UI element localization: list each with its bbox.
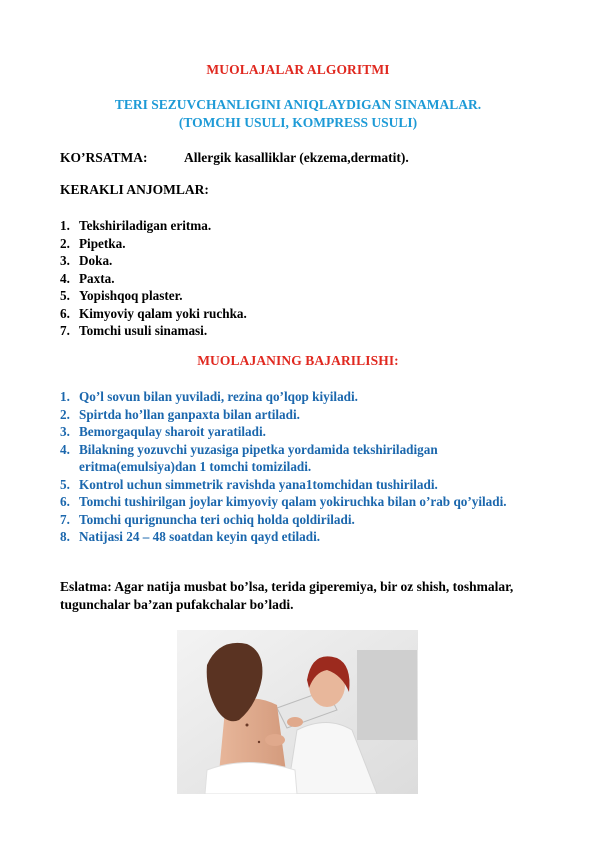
list-item: 3. Doka. [60, 253, 113, 268]
list-item: 2. Pipetka. [60, 235, 126, 251]
list-item: 1. Tekshiriladigan eritma. [60, 218, 212, 233]
list-item: 3. Bemorgaqulay sharoit yaratiladi. [60, 424, 266, 439]
list-item: 1. Qo’l sovun bilan yuviladi, rezina qo’lqop kiyiladi. [60, 389, 358, 404]
equipment-heading: KERAKLI ANJOMLAR: [60, 182, 209, 197]
list-item: 6. Tomchi tushirilgan joylar kimyoviy qalam yokiruchka bilan o’rab qo’yiladi. [60, 494, 507, 509]
indication-value: Allergik kasalliklar (ekzema,dermatit). [184, 150, 409, 165]
nurse-patient-photo [177, 630, 418, 794]
list-item: 4. Bilakning yozuvchi yuzasiga pipetka yordamida tekshiriladigan eritma(emulsiya)dan 1 tomchi tomiziladi. [60, 441, 438, 474]
list-item: 4. Paxta. [60, 270, 115, 286]
note-paragraph: Eslatma: Agar natija musbat bo’lsa, terida giperemiya, bir oz shish, toshmalar, tugunchalar ba’zan pufakchalar bo’ladi. [60, 579, 514, 612]
procedure-heading: MUOLAJANING BAJARILISHI: [197, 353, 399, 368]
subtitle-line-1: TERI SEZUVCHANLIGINI ANIQLAYDIGAN SINAMALAR. [114, 97, 482, 112]
procedure-steps [60, 388, 530, 546]
document-title: MUOLAJALAR ALGORITMI [206, 62, 390, 77]
list-item: 5. Yopishqoq plaster. [60, 288, 183, 303]
list-item: 6. Kimyoviy qalam yoki ruchka. [60, 305, 247, 321]
list-item: 8. Natijasi 24 – 48 soatdan keyin qayd etiladi. [60, 529, 321, 544]
list-item: 2. Spirtda ho’llan ganpaxta bilan artiladi. [60, 406, 300, 422]
document-subtitle [0, 96, 596, 132]
list-item: 7. Tomchi qurignuncha teri ochiq holda qoldiriladi. [60, 511, 355, 527]
equipment-list [60, 217, 540, 340]
indication-row [60, 150, 560, 166]
list-item: 7. Tomchi usuli sinamasi. [60, 323, 208, 338]
list-item: 5. Kontrol uchun simmetrik ravishda yana1tomchidan tushiriladi. [60, 476, 438, 492]
subtitle-line-2: (TOMCHI USULI, KOMPRESS USULI) [178, 115, 418, 130]
indication-label: KO’RSATMA: [60, 150, 148, 165]
